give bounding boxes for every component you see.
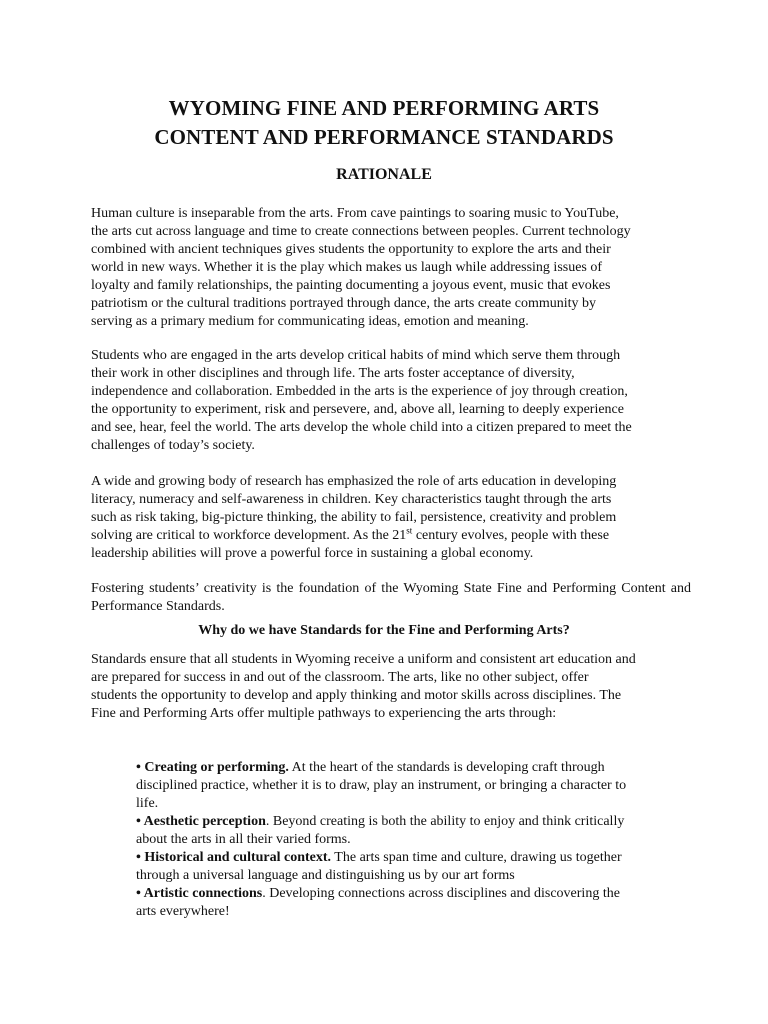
text-line: their work in other disciplines and through life. The arts foster acceptance of diversity, xyxy=(91,366,575,381)
paragraph-research xyxy=(91,473,691,563)
title-line-2: CONTENT AND PERFORMANCE STANDARDS xyxy=(154,125,614,149)
list-item-term: Artistic connections xyxy=(143,886,263,901)
page-title xyxy=(0,94,768,152)
text-line: literacy, numeracy and self-awareness in children. Key characteristics taught through the arts xyxy=(91,492,612,507)
text-line: challenges of today’s society. xyxy=(91,438,255,453)
list-item-historical xyxy=(136,849,672,885)
text-line: such as risk taking, big-picture thinking, the ability to fail, persistence, creativity and problem xyxy=(91,510,617,525)
text-line: are prepared for success in and out of the classroom. The arts, like no other subject, offer xyxy=(91,670,589,685)
text-line: independence and collaboration. Embedded in the arts is the experience of joy through creation, xyxy=(91,384,628,399)
bullet-marker: • xyxy=(136,886,144,901)
paragraph-students xyxy=(91,347,691,455)
pathways-list xyxy=(136,759,672,921)
text-line: the arts cut across language and time to create connections between peoples. Current technology xyxy=(91,224,631,239)
text-line: Standards ensure that all students in Wyoming receive a uniform and consistent art education and xyxy=(91,652,636,667)
list-item-creating xyxy=(136,759,672,813)
text-line: disciplined practice, whether it is to draw, play an instrument, or bringing a character to xyxy=(136,778,627,793)
text-line xyxy=(136,813,672,831)
text-segment: At the heart of the standards is developing craft through xyxy=(288,760,605,775)
text-segment: The arts span time and culture, drawing us together xyxy=(331,850,622,865)
text-line: serving as a primary medium for communicating ideas, emotion and meaning. xyxy=(91,314,529,329)
text-line: combined with ancient techniques gives students the opportunity to explore the arts and their xyxy=(91,242,611,257)
text-segment: . Developing connections across disciplines and discovering the xyxy=(262,886,620,901)
text-line: the opportunity to experiment, risk and persevere, and, above all, learning to deeply experience xyxy=(91,402,624,417)
text-line: Fine and Performing Arts offer multiple pathways to experiencing the arts through: xyxy=(91,706,557,721)
text-line xyxy=(136,885,672,903)
text-line: through a universal language and distinguishing us by our art forms xyxy=(136,868,515,883)
text-line: loyalty and family relationships, the painting documenting a joyous event, music that evokes xyxy=(91,278,611,293)
section-heading-rationale: RATIONALE xyxy=(336,166,432,183)
text-segment: century evolves, people with these xyxy=(412,528,610,543)
bullet-marker: • xyxy=(136,760,145,775)
list-item-term: Aesthetic perception xyxy=(143,814,266,829)
list-item-term: Historical and cultural context. xyxy=(144,850,332,865)
paragraph-creativity: Fostering students’ creativity is the foundation of the Wyoming State Fine and Performing Content and Performance Standards. xyxy=(91,581,691,614)
text-line: about the arts in all their varied forms. xyxy=(136,832,351,847)
list-item-term: Creating or performing. xyxy=(144,760,289,775)
list-item-connections xyxy=(136,885,672,921)
text-line xyxy=(136,849,672,867)
text-line: A wide and growing body of research has emphasized the role of arts education in developing xyxy=(91,474,617,489)
paragraph-standards xyxy=(91,651,691,723)
paragraph-culture xyxy=(91,205,691,331)
text-line xyxy=(136,759,672,777)
text-line: leadership abilities will prove a powerful force in sustaining a global economy. xyxy=(91,546,534,561)
bullet-marker: • xyxy=(136,850,145,865)
title-line-1: WYOMING FINE AND PERFORMING ARTS xyxy=(168,96,600,120)
text-segment: . Beyond creating is both the ability to enjoy and think critically xyxy=(265,814,625,829)
text-line: students the opportunity to develop and apply thinking and motor skills across disciplines. The xyxy=(91,688,622,703)
list-item-aesthetic xyxy=(136,813,672,849)
text-line: world in new ways. Whether it is the play which makes us laugh while addressing issues of xyxy=(91,260,603,275)
superscript-st: st xyxy=(406,525,413,536)
text-line: patriotism or the cultural traditions portrayed through dance, the arts create community by xyxy=(91,296,597,311)
text-line: and see, hear, feel the world. The arts develop the whole child into a citizen prepared to meet the xyxy=(91,420,632,435)
text-line: life. xyxy=(136,796,159,811)
text-line: Human culture is inseparable from the arts. From cave paintings to soaring music to YouTube, xyxy=(91,206,619,221)
section-heading-why-standards: Why do we have Standards for the Fine and Performing Arts? xyxy=(198,623,570,638)
bullet-marker: • xyxy=(136,814,144,829)
text-line: Students who are engaged in the arts develop critical habits of mind which serve them through xyxy=(91,348,621,363)
text-segment: solving are critical to workforce development. As the 21 xyxy=(91,528,407,543)
text-line xyxy=(91,527,691,545)
text-line: arts everywhere! xyxy=(136,904,230,919)
